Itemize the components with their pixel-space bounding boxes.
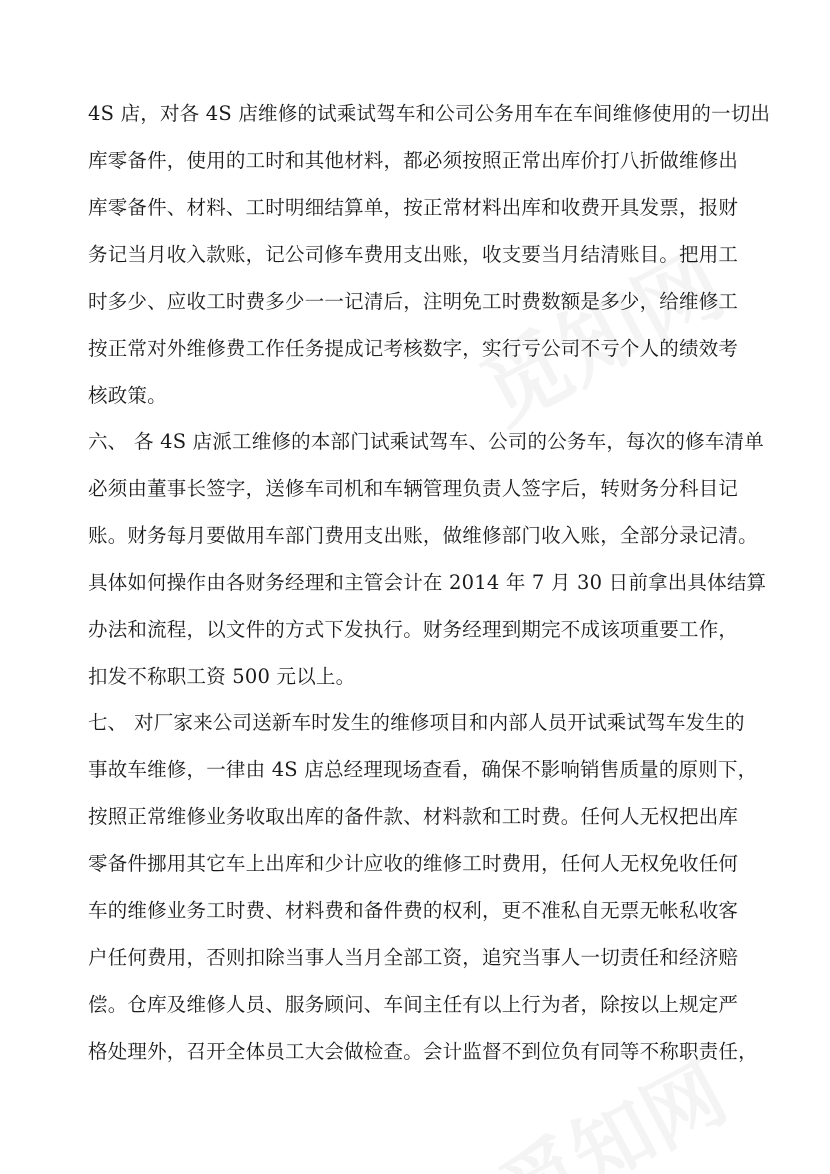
paragraph-line: 务记当月收入款账，记公司修车费用支出账，收支要当月结清账目。把用工: [88, 243, 739, 266]
paragraph-line: 户任何费用，否则扣除当事人当月全部工资，追究当事人一切责任和经济赔: [88, 946, 739, 969]
paragraph-line: 对厂家来公司送新车时发生的维修项目和内部人员开试乘试驾车发生的: [134, 711, 745, 734]
paragraph-line: 按正常对外维修费工作任务提成记考核数字，实行亏公司不亏个人的绩效考: [88, 337, 739, 360]
paragraph-line: 库零备件，使用的工时和其他材料，都必须按照正常出库价打八折做维修出: [88, 149, 739, 172]
paragraph-line: 时多少、应收工时费多少一一记清后，注明免工时费数额是多少，给维修工: [88, 290, 739, 313]
paragraph-line: 按照正常维修业务收取出库的备件款、材料款和工时费。任何人无权把出库: [88, 805, 739, 828]
paragraph-line: 核政策。: [88, 384, 167, 407]
paragraph-line: 偿。仓库及维修人员、服务顾问、车间主任有以上行为者，除按以上规定严: [88, 993, 739, 1016]
paragraph-line: 扣发不称职工资 500 元以上。: [88, 665, 356, 688]
paragraph-line: 事故车维修，一律由 4S 店总经理现场查看，确保不影响销售质量的原则下，: [88, 758, 758, 781]
paragraph-line: 格处理外，召开全体员工大会做检查。会计监督不到位负有同等不称职责任，: [88, 1040, 758, 1063]
section-number: 七、: [88, 711, 128, 734]
paragraph-line: 具体如何操作由各财务经理和主管会计在 2014 年 7 月 30 日前拿出具体结算: [88, 571, 767, 594]
paragraph-line: 车的维修业务工时费、材料费和备件费的权利，更不准私自无票无帐私收客: [88, 899, 739, 922]
paragraph-line: 账。财务每月要做用车部门费用支出账，做维修部门收入账，全部分录记清。: [88, 524, 758, 547]
paragraph-line: 各 4S 店派工维修的本部门试乘试驾车、公司的公务车，每次的修车清单: [134, 430, 764, 453]
paragraph-line: 4S 店，对各 4S 店维修的试乘试驾车和公司公务用车在车间维修使用的一切出: [88, 102, 771, 125]
section-number: 六、: [88, 430, 128, 453]
paragraph-line: 办法和流程，以文件的方式下发执行。财务经理到期完不成该项重要工作，: [88, 618, 739, 641]
paragraph-line: 必须由董事长签字，送修车司机和车辆管理负责人签字后，转财务分科目记: [88, 477, 739, 500]
paragraph-line: 零备件挪用其它车上出库和少计应收的维修工时费用，任何人无权免收任何: [88, 852, 739, 875]
paragraph-line: 库零备件、材料、工时明细结算单，按正常材料出库和收费开具发票，报财: [88, 196, 739, 219]
